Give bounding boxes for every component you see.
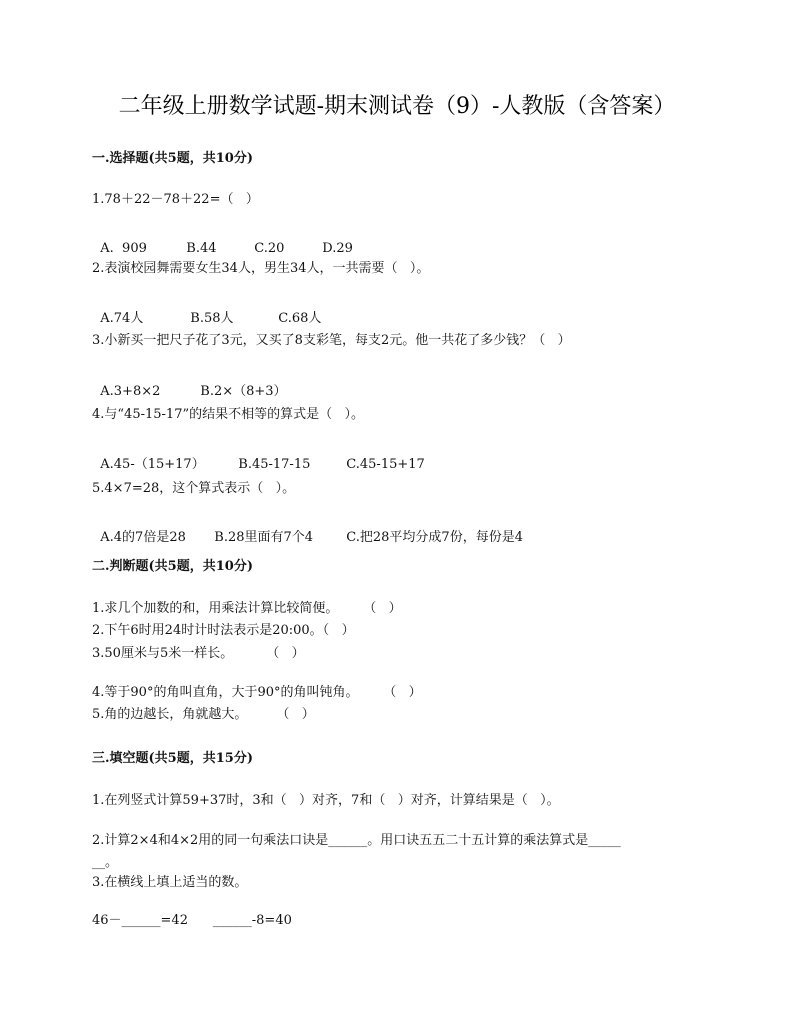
option-c: C.68人 xyxy=(278,311,322,326)
option-b: B.2×（8+3） xyxy=(200,384,287,399)
fill-item-wrap: __。 xyxy=(92,855,119,870)
option-a: A.4的7倍是28 xyxy=(100,530,186,545)
judgement-item: 5.角的边越长，角就越大。 （ ） xyxy=(92,707,315,722)
fill-item: 3.在横线上填上适当的数。 xyxy=(92,875,248,890)
question-5: 5.4×7=28，这个算式表示（ ）。 xyxy=(92,481,296,496)
options-row xyxy=(92,299,321,325)
judgement-item: 1.求几个加数的和，用乘法计算比较简便。 （ ） xyxy=(92,601,402,616)
options-row xyxy=(92,445,425,471)
option-b: B.44 xyxy=(186,241,217,256)
option-a: A.45-（15+17） xyxy=(100,457,205,472)
options-row xyxy=(92,372,287,398)
document-title: 二年级上册数学试题-期末测试卷（9）-人教版（含答案） xyxy=(118,94,676,119)
option-b: B.45-17-15 xyxy=(238,457,311,472)
option-a: A.74人 xyxy=(100,311,144,326)
question-4: 4.与“45-15-17”的结果不相等的算式是（ ）。 xyxy=(92,407,365,422)
section-heading-judgement: 二.判断题(共5题，共10分) xyxy=(92,559,253,574)
option-c: C.把28平均分成7份，每份是4 xyxy=(346,530,523,545)
fill-item: 1.在列竖式计算59+37时，3和（ ）对齐，7和（ ）对齐，计算结果是（ ）。 xyxy=(92,793,560,808)
options-row xyxy=(92,518,523,544)
fill-item: 46－______=42 ______-8=40 xyxy=(92,913,292,928)
question-3: 3.小新买一把尺子花了3元，又买了8支彩笔，每支2元。他一共花了多少钱？（ ） xyxy=(92,333,571,348)
judgement-item: 2.下午6时用24时计时法表示是20:00。（ ） xyxy=(92,623,355,638)
option-d: D.29 xyxy=(322,241,353,256)
option-c: C.45-15+17 xyxy=(346,457,425,472)
option-c: C.20 xyxy=(254,241,285,256)
judgement-item: 3.50厘米与5米一样长。 （ ） xyxy=(92,646,305,661)
fill-item: 2.计算2×4和4×2用的同一句乘法口诀是______。用口诀五五二十五计算的乘法算式是_____ xyxy=(92,833,621,848)
section-heading-choice: 一.选择题(共5题，共10分) xyxy=(92,151,253,166)
option-b: B.58人 xyxy=(190,311,234,326)
option-b: B.28里面有7个4 xyxy=(214,530,314,545)
question-2: 2.表演校园舞需要女生34人，男生34人，一共需要（ ）。 xyxy=(92,261,430,276)
options-row xyxy=(92,229,353,255)
option-a: A. 909 xyxy=(100,241,147,256)
section-heading-fill: 三.填空题(共5题，共15分) xyxy=(92,751,253,766)
option-a: A.3+8×2 xyxy=(100,384,161,399)
judgement-item: 4.等于90°的角叫直角，大于90°的角叫钝角。 （ ） xyxy=(92,685,422,700)
question-1: 1.78＋22－78＋22=（ ） xyxy=(92,192,259,207)
